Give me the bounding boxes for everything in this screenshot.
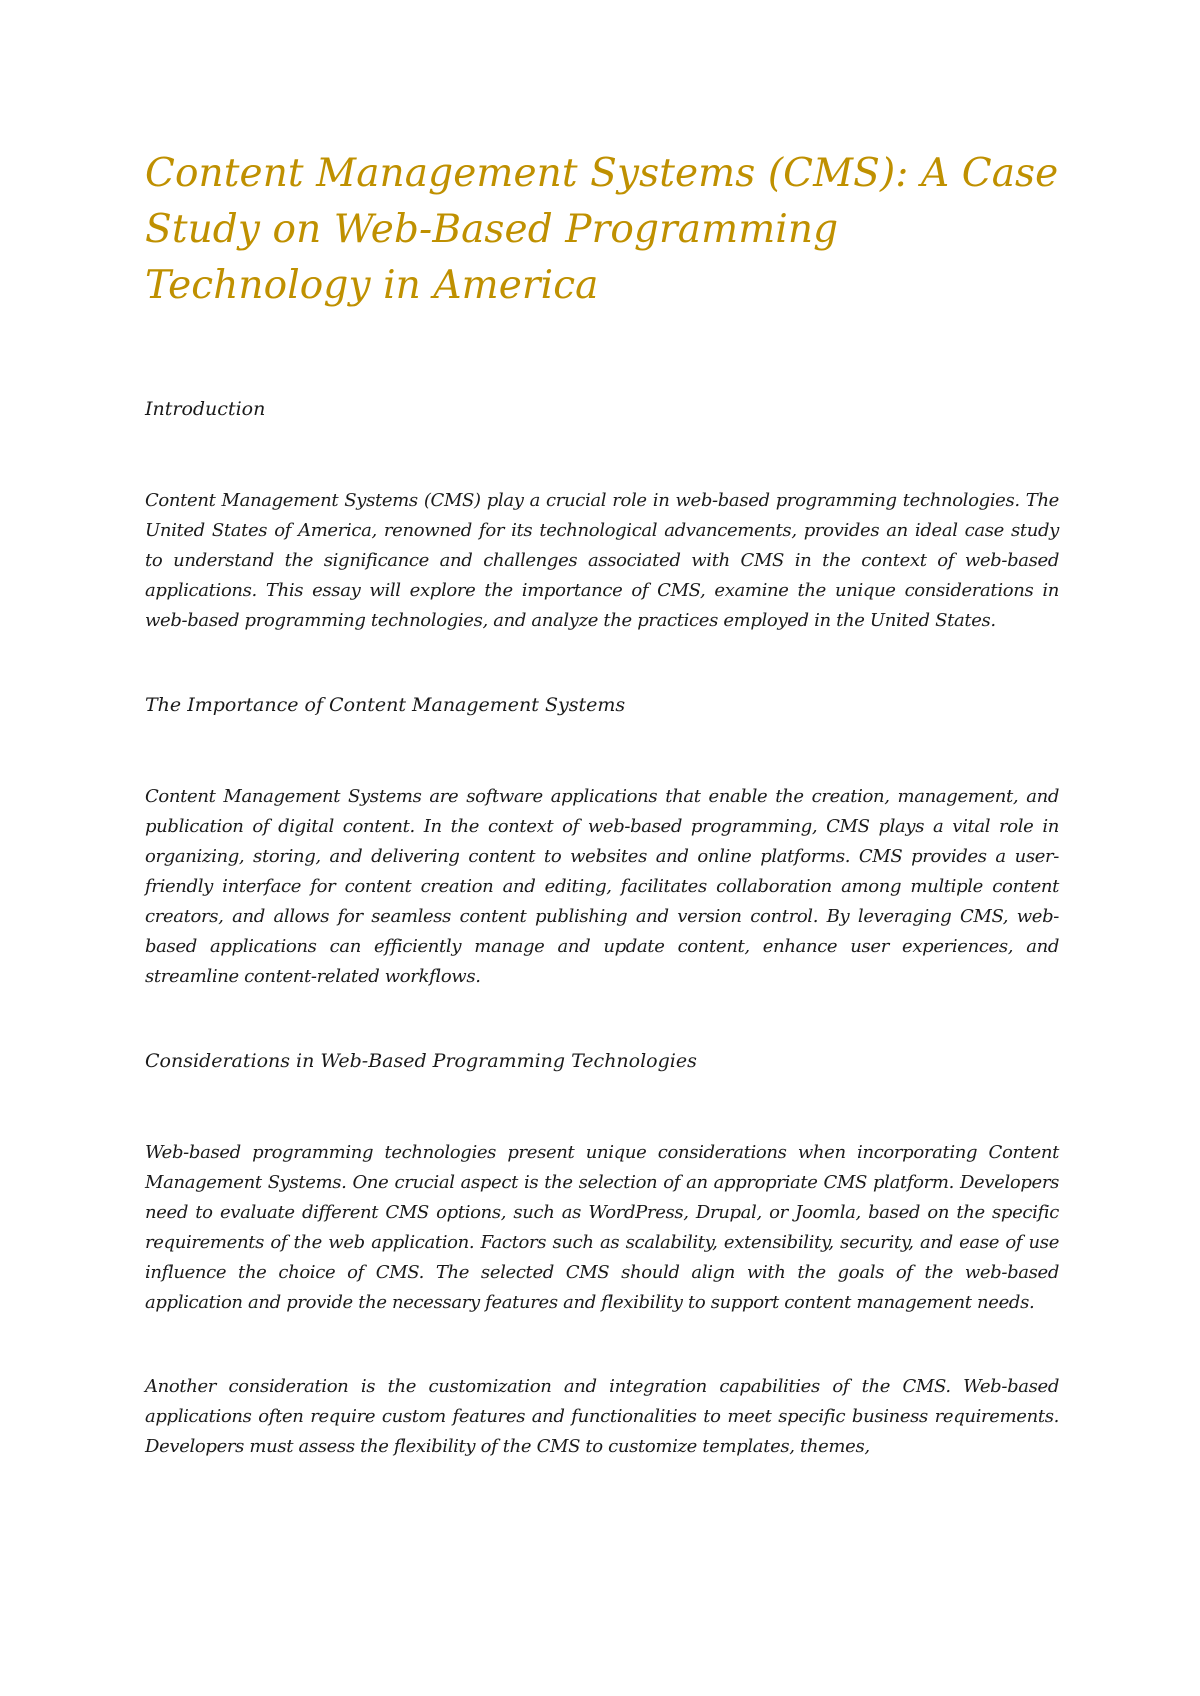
section-heading-importance: The Importance of Content Management Systems — [145, 694, 626, 716]
considerations-paragraph-1: Web-based programming technologies present unique considerations when incorporating Content Management Systems. One crucial aspect is the selection of an appropriate CMS platform. Developers need to evaluate different CMS options, such as WordPress, Drupal, or Joomla, based on the specific requirements of the web application. Factors such as scalability, extensibility, security, and ease of use influence the choice of CMS. The selected CMS should align with the goals of the web-based application and provide the necessary features and flexibility to support content management needs. — [145, 1142, 1059, 1313]
section-heading-introduction: Introduction — [145, 398, 266, 420]
document-content — [145, 146, 1059, 1462]
document-title: Content Management Systems (CMS): A Case Study on Web-Based Programming Technology in America — [145, 151, 1059, 308]
introduction-paragraph: Content Management Systems (CMS) play a crucial role in web-based programming technologies. The United States of America, renowned for its technological advancements, provides an ideal case study to understand the significance and challenges associated with CMS in the context of web-based applications. This essay will explore the importance of CMS, examine the unique considerations in web-based programming technologies, and analyze the practices employed in the United States. — [145, 490, 1059, 631]
importance-paragraph: Content Management Systems are software applications that enable the creation, management, and publication of digital content. In the context of web-based programming, CMS plays a vital role in organizing, storing, and delivering content to websites and online platforms. CMS provides a user-friendly interface for content creation and editing, facilitates collaboration among multiple content creators, and allows for seamless content publishing and version control. By leveraging CMS, web-based applications can efficiently manage and update content, enhance user experiences, and streamline content-related workflows. — [145, 786, 1059, 987]
considerations-paragraph-2: Another consideration is the customization and integration capabilities of the CMS. Web-based applications often require custom features and functionalities to meet specific business requirements. Developers must assess the flexibility of the CMS to customize templates, themes, — [145, 1376, 1059, 1457]
section-heading-considerations: Considerations in Web-Based Programming Technologies — [145, 1050, 697, 1072]
